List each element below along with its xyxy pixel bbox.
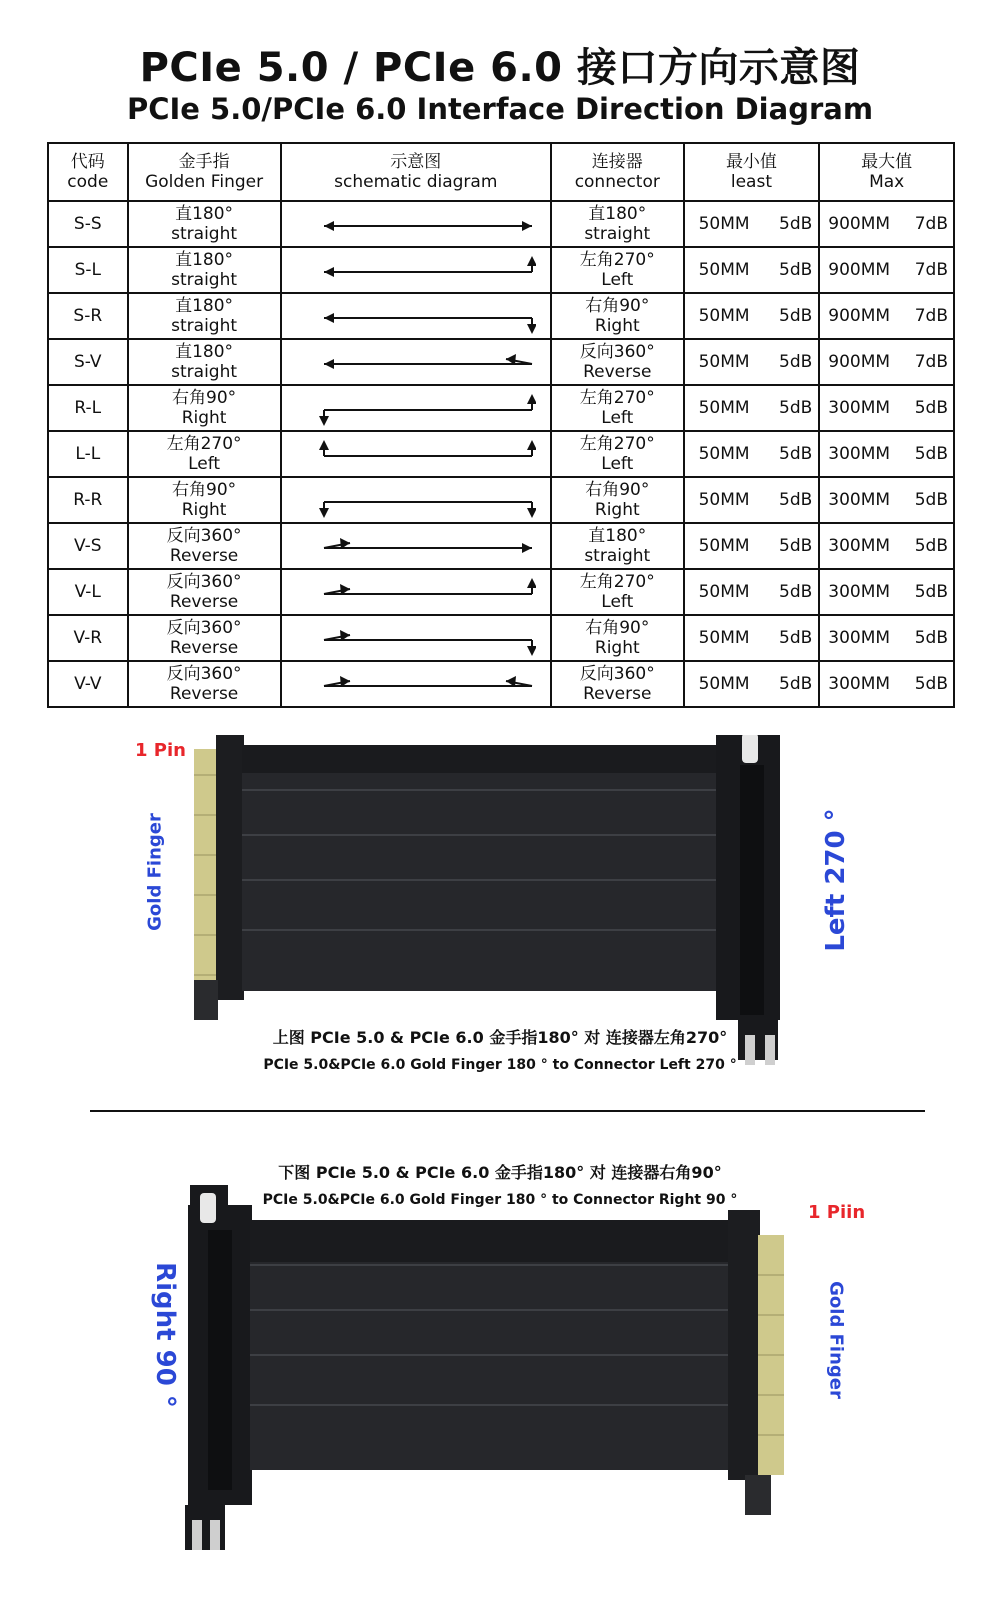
cell-connector: 左角270° Left xyxy=(551,569,684,615)
cell-golden-finger: 右角90° Right xyxy=(128,477,281,523)
cell-golden-finger: 反向360° Reverse xyxy=(128,523,281,569)
cell-schematic xyxy=(281,293,551,339)
cell-schematic xyxy=(281,477,551,523)
cell-connector: 右角90° Right xyxy=(551,477,684,523)
section-divider xyxy=(90,1110,925,1112)
cell-schematic xyxy=(281,431,551,477)
direction-arrow-icon xyxy=(296,664,536,704)
cell-connector: 右角90° Right xyxy=(551,293,684,339)
flat-ribbon-cable xyxy=(242,745,718,991)
direction-arrow-icon xyxy=(296,204,536,244)
direction-label-top: Left 270 ° xyxy=(821,808,851,952)
cell-golden-finger: 直180° straight xyxy=(128,293,281,339)
cell-least: 50MM 5dB xyxy=(684,385,820,431)
direction-arrow-icon xyxy=(296,434,536,474)
direction-arrow-icon xyxy=(296,572,536,612)
cell-golden-finger: 反向360° Reverse xyxy=(128,569,281,615)
table-row xyxy=(48,523,954,569)
cell-max: 300MM 5dB xyxy=(819,523,954,569)
direction-label-bottom: Right 90 ° xyxy=(150,1262,180,1408)
table-row xyxy=(48,431,954,477)
cell-code: R-R xyxy=(48,477,128,523)
cell-schematic xyxy=(281,339,551,385)
cell-connector: 直180° straight xyxy=(551,523,684,569)
cell-connector: 反向360° Reverse xyxy=(551,661,684,707)
cell-max: 900MM 7dB xyxy=(819,247,954,293)
cell-golden-finger: 直180° straight xyxy=(128,339,281,385)
cell-code: R-L xyxy=(48,385,128,431)
table-header-row xyxy=(48,143,954,201)
direction-arrow-icon xyxy=(296,618,536,658)
cell-code: S-R xyxy=(48,293,128,339)
cell-golden-finger: 右角90° Right xyxy=(128,385,281,431)
cell-least: 50MM 5dB xyxy=(684,339,820,385)
cell-golden-finger: 左角270° Left xyxy=(128,431,281,477)
cell-least: 50MM 5dB xyxy=(684,201,820,247)
cell-least: 50MM 5dB xyxy=(684,431,820,477)
pin-label-top: 1 Pin xyxy=(135,740,186,761)
cell-code: V-L xyxy=(48,569,128,615)
direction-arrow-icon xyxy=(296,480,536,520)
direction-arrow-icon xyxy=(296,342,536,382)
table-row xyxy=(48,247,954,293)
cell-max: 900MM 7dB xyxy=(819,339,954,385)
cell-max: 300MM 5dB xyxy=(819,569,954,615)
table-row xyxy=(48,201,954,247)
cell-code: S-L xyxy=(48,247,128,293)
pin-label-bottom: 1 Piin xyxy=(808,1202,866,1223)
cell-schematic xyxy=(281,661,551,707)
cell-code: S-V xyxy=(48,339,128,385)
cell-code: S-S xyxy=(48,201,128,247)
cell-connector: 右角90° Right xyxy=(551,615,684,661)
cell-connector: 反向360° Reverse xyxy=(551,339,684,385)
cell-least: 50MM 5dB xyxy=(684,569,820,615)
cell-golden-finger: 直180° straight xyxy=(128,247,281,293)
header-connector: 连接器 connector xyxy=(551,143,684,201)
table-row xyxy=(48,385,954,431)
interface-direction-table xyxy=(47,142,955,708)
direction-arrow-icon xyxy=(296,388,536,428)
header-golden-finger: 金手指 Golden Finger xyxy=(128,143,281,201)
page-title-zh: PCIe 5.0 / PCIe 6.0 接口方向示意图 xyxy=(139,45,861,91)
cell-connector: 左角270° Left xyxy=(551,247,684,293)
cell-max: 300MM 5dB xyxy=(819,431,954,477)
table-row xyxy=(48,661,954,707)
table-row xyxy=(48,615,954,661)
cell-max: 900MM 7dB xyxy=(819,201,954,247)
cell-connector: 左角270° Left xyxy=(551,385,684,431)
cell-max: 300MM 5dB xyxy=(819,661,954,707)
cell-golden-finger: 直180° straight xyxy=(128,201,281,247)
cell-golden-finger: 反向360° Reverse xyxy=(128,615,281,661)
cell-connector: 直180° straight xyxy=(551,201,684,247)
caption-bottom-en: PCIe 5.0&PCIe 6.0 Gold Finger 180 ° to Connector Right 90 ° xyxy=(262,1192,738,1208)
riser-cable-photo-bottom xyxy=(180,1185,800,1560)
cell-connector: 左角270° Left xyxy=(551,431,684,477)
cell-code: L-L xyxy=(48,431,128,477)
cell-max: 300MM 5dB xyxy=(819,477,954,523)
page-title-en: PCIe 5.0/PCIe 6.0 Interface Direction Diagram xyxy=(126,92,874,126)
caption-top-en: PCIe 5.0&PCIe 6.0 Gold Finger 180 ° to Connector Left 270 ° xyxy=(263,1057,737,1073)
gold-finger-label-top: Gold Finger xyxy=(144,813,166,931)
cell-max: 300MM 5dB xyxy=(819,385,954,431)
cell-least: 50MM 5dB xyxy=(684,661,820,707)
gold-finger-label-bottom: Gold Finger xyxy=(825,1281,847,1399)
cell-least: 50MM 5dB xyxy=(684,523,820,569)
cell-code: V-R xyxy=(48,615,128,661)
table-row xyxy=(48,339,954,385)
table-row xyxy=(48,569,954,615)
cell-schematic xyxy=(281,247,551,293)
caption-top-zh: 上图 PCIe 5.0 & PCIe 6.0 金手指180° 对 连接器左角270° xyxy=(272,1028,728,1047)
cell-code: V-V xyxy=(48,661,128,707)
cell-schematic xyxy=(281,615,551,661)
cell-least: 50MM 5dB xyxy=(684,615,820,661)
cell-schematic xyxy=(281,569,551,615)
direction-arrow-icon xyxy=(296,526,536,566)
caption-bottom-zh: 下图 PCIe 5.0 & PCIe 6.0 金手指180° 对 连接器右角90° xyxy=(278,1163,722,1182)
cell-schematic xyxy=(281,201,551,247)
cell-max: 300MM 5dB xyxy=(819,615,954,661)
cell-schematic xyxy=(281,385,551,431)
header-max: 最大值 Max xyxy=(819,143,954,201)
header-least: 最小值 least xyxy=(684,143,820,201)
cell-least: 50MM 5dB xyxy=(684,293,820,339)
cell-max: 900MM 7dB xyxy=(819,293,954,339)
table-row xyxy=(48,477,954,523)
cell-code: V-S xyxy=(48,523,128,569)
direction-arrow-icon xyxy=(296,250,536,290)
cell-golden-finger: 反向360° Reverse xyxy=(128,661,281,707)
cell-least: 50MM 5dB xyxy=(684,477,820,523)
header-code: 代码 code xyxy=(48,143,128,201)
table-row xyxy=(48,293,954,339)
cell-least: 50MM 5dB xyxy=(684,247,820,293)
direction-arrow-icon xyxy=(296,296,536,336)
header-schematic: 示意图 schematic diagram xyxy=(281,143,551,201)
cell-schematic xyxy=(281,523,551,569)
